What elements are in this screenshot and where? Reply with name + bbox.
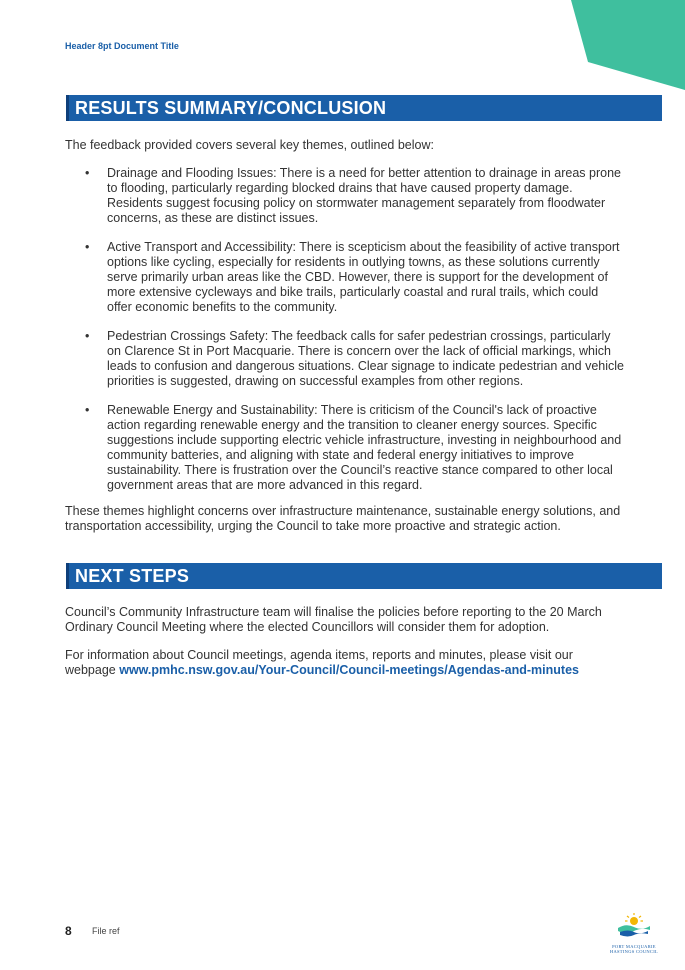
list-item: • Pedestrian Crossings Safety: The feedback calls for safer pedestrian crossings, particularly on Clarence St in Port Macquarie. There is concern over the lack of official markings, which leads to confusion and dangerous situations. Clear signage to indicate pedestrian and vehicle priorities is suggested, drawing on successful examples from other regions.	[85, 329, 625, 388]
list-item: • Renewable Energy and Sustainability: There is criticism of the Council's lack of proactive action regarding renewable energy and the transition to cleaner energy sources. Specific suggestions include supporting electric vehicle infrastructure, investing in neighbourhood and community batteries, and aligning with state and federal energy initiatives to improve sustainability. There is frustration over the Council’s reactive stance compared to other local government areas that are more advanced in this regard.	[85, 403, 622, 492]
next-steps-heading: NEXT STEPS	[75, 566, 190, 586]
teal-corner-decoration	[560, 0, 685, 95]
council-logo	[607, 912, 661, 954]
meetings-info-paragraph: For information about Council meetings, agenda items, reports and minutes, please visit our webpage www.pmhc.nsw.gov.au/Your-Council/Council-meetings/Agendas-and-minutes	[65, 648, 579, 677]
agendas-minutes-link[interactable]: www.pmhc.nsw.gov.au/Your-Council/Council-meetings/Agendas-and-minutes	[119, 663, 579, 677]
results-heading-bar	[66, 95, 662, 121]
bullet-icon: •	[85, 166, 90, 180]
themes-list	[65, 166, 625, 507]
document-header-title: Header 8pt Document Title	[65, 41, 179, 51]
list-item: • Active Transport and Accessibility: There is scepticism about the feasibility of active transport options like cycling, especially for residents in outlying towns, as these solutions currently serve primarily urban areas like the CBD. However, there is support for the development of more extensive cycleways and bike trails, particularly coastal and rural trails, which could offer economic benefits to the community.	[85, 240, 620, 314]
council-logo-icon	[614, 912, 654, 938]
file-ref: File ref	[92, 926, 120, 936]
results-heading: RESULTS SUMMARY/CONCLUSION	[75, 98, 387, 118]
list-item: • Drainage and Flooding Issues: There is a need for better attention to drainage in areas prone to flooding, particularly regarding blocked drains that have caused property damage. Residents suggest focusing policy on stormwater management separately from floodwater concerns, as these are distinct issues.	[85, 166, 621, 225]
page-number: 8	[65, 924, 72, 938]
council-logo-text: PORT MACQUARIE HASTINGS COUNCIL	[609, 944, 659, 954]
results-conclusion: These themes highlight concerns over infrastructure maintenance, sustainable energy solutions, and transportation accessibility, urging the Council to take more proactive and strategic action.	[65, 504, 621, 533]
results-intro: The feedback provided covers several key themes, outlined below:	[65, 138, 434, 152]
next-steps-heading-bar	[66, 563, 662, 589]
bullet-icon: •	[85, 403, 90, 417]
bullet-icon: •	[85, 240, 90, 254]
next-steps-paragraph: Council’s Community Infrastructure team will finalise the policies before reporting to the 20 March Ordinary Council Meeting where the elected Councillors will consider them for adoption.	[65, 605, 602, 634]
bullet-icon: •	[85, 329, 90, 343]
